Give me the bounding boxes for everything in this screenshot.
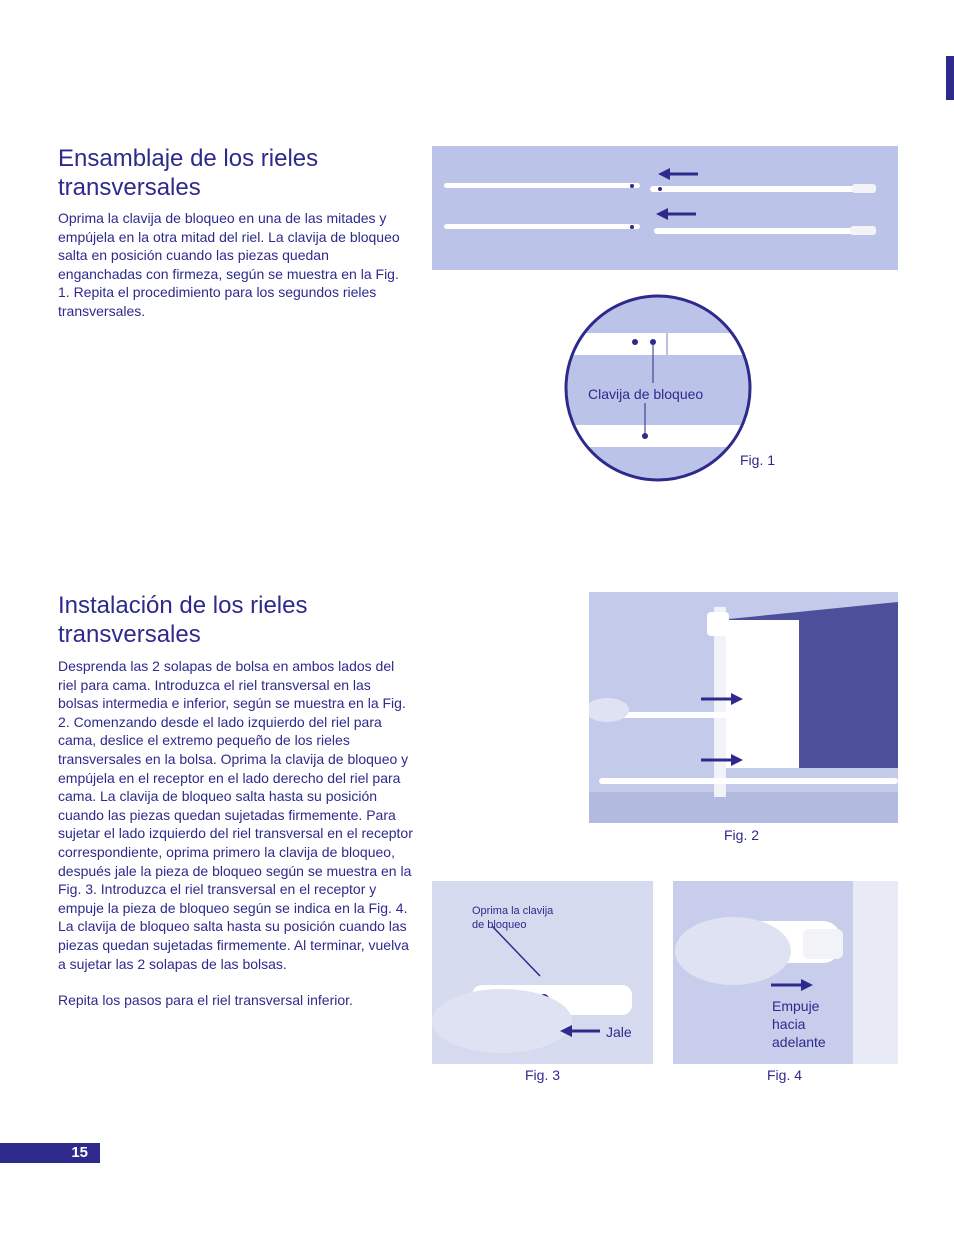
assembly-title <box>58 144 418 202</box>
fig4-callout-line1: Empuje <box>772 998 820 1014</box>
fig1-label: Fig. 1 <box>740 452 776 468</box>
section-installation <box>58 591 418 1010</box>
fig3-callout <box>472 904 553 932</box>
fig4-callout <box>772 997 826 1051</box>
fig3-callout-line1: Oprima la clavija <box>472 905 554 917</box>
installation-title <box>58 591 418 649</box>
fig2-label: Fig. 2 <box>724 827 760 843</box>
fig3-pull-label: Jale <box>606 1024 632 1040</box>
assembly-body: Oprima la clavija de bloqueo en una de las mitades y empújela en la otra mitad del riel. La clavija de bloqueo salta en posición cuando las piezas quedan enganchadas con firmeza, según se muestra en la Fig. 1. Repita el procedimiento para los segundos rieles transversales. <box>58 210 400 319</box>
installation-body: Desprenda las 2 solapas de bolsa en ambos lados del riel para cama. Introduzca el riel transversal en las bolsas intermedia e inferior, según se muestra en la Fig. 2. Comenzando desde el lado izquierdo del riel para cama, deslice el extremo pequeño de los rieles transversales en la bolsa. Oprima la clavija de bloqueo y empújela en el receptor en el lado derecho del riel para cama. La clavija de bloqueo salta hasta su posición cuando las piezas quedan sujetadas firmemente. Para sujetar el lado izquierdo del riel transversal en el receptor correspondiente, oprima primero la clavija de bloqueo, después jale la pieza de bloqueo según se muestra en la Fig. 3. Introduzca el riel transversal en el receptor y empuje la pieza de bloqueo según se indica en la Fig. 4. La clavija de bloqueo salta hasta su posición cuando las piezas quedan sujetadas firmemente. Al terminar, vuelva a sujetar las 2 solapas de las bolsas. <box>58 658 413 972</box>
fig2-photo <box>589 592 898 823</box>
installation-body-repeat: Repita los pasos para el riel transversal inferior. <box>58 992 353 1009</box>
fig3-label: Fig. 3 <box>525 1067 561 1083</box>
installation-title-line1: Instalación de los rieles <box>58 592 308 619</box>
assembly-title-line2: transversales <box>58 174 201 201</box>
fig1-callout: Clavija de bloqueo <box>588 386 704 402</box>
section-assembly <box>58 144 418 321</box>
assembly-title-line1: Ensamblaje de los rieles <box>58 145 319 172</box>
fig3-callout-line2: de bloqueo <box>472 919 527 931</box>
installation-title-line2: transversales <box>58 621 201 648</box>
rails-photo <box>432 146 898 270</box>
fig4-label: Fig. 4 <box>767 1067 803 1083</box>
fig4-callout-line2: hacia <box>772 1016 806 1032</box>
page-number: 15 <box>0 1143 100 1163</box>
section-tab-marker <box>946 56 954 100</box>
fig4-callout-line3: adelante <box>772 1034 826 1050</box>
